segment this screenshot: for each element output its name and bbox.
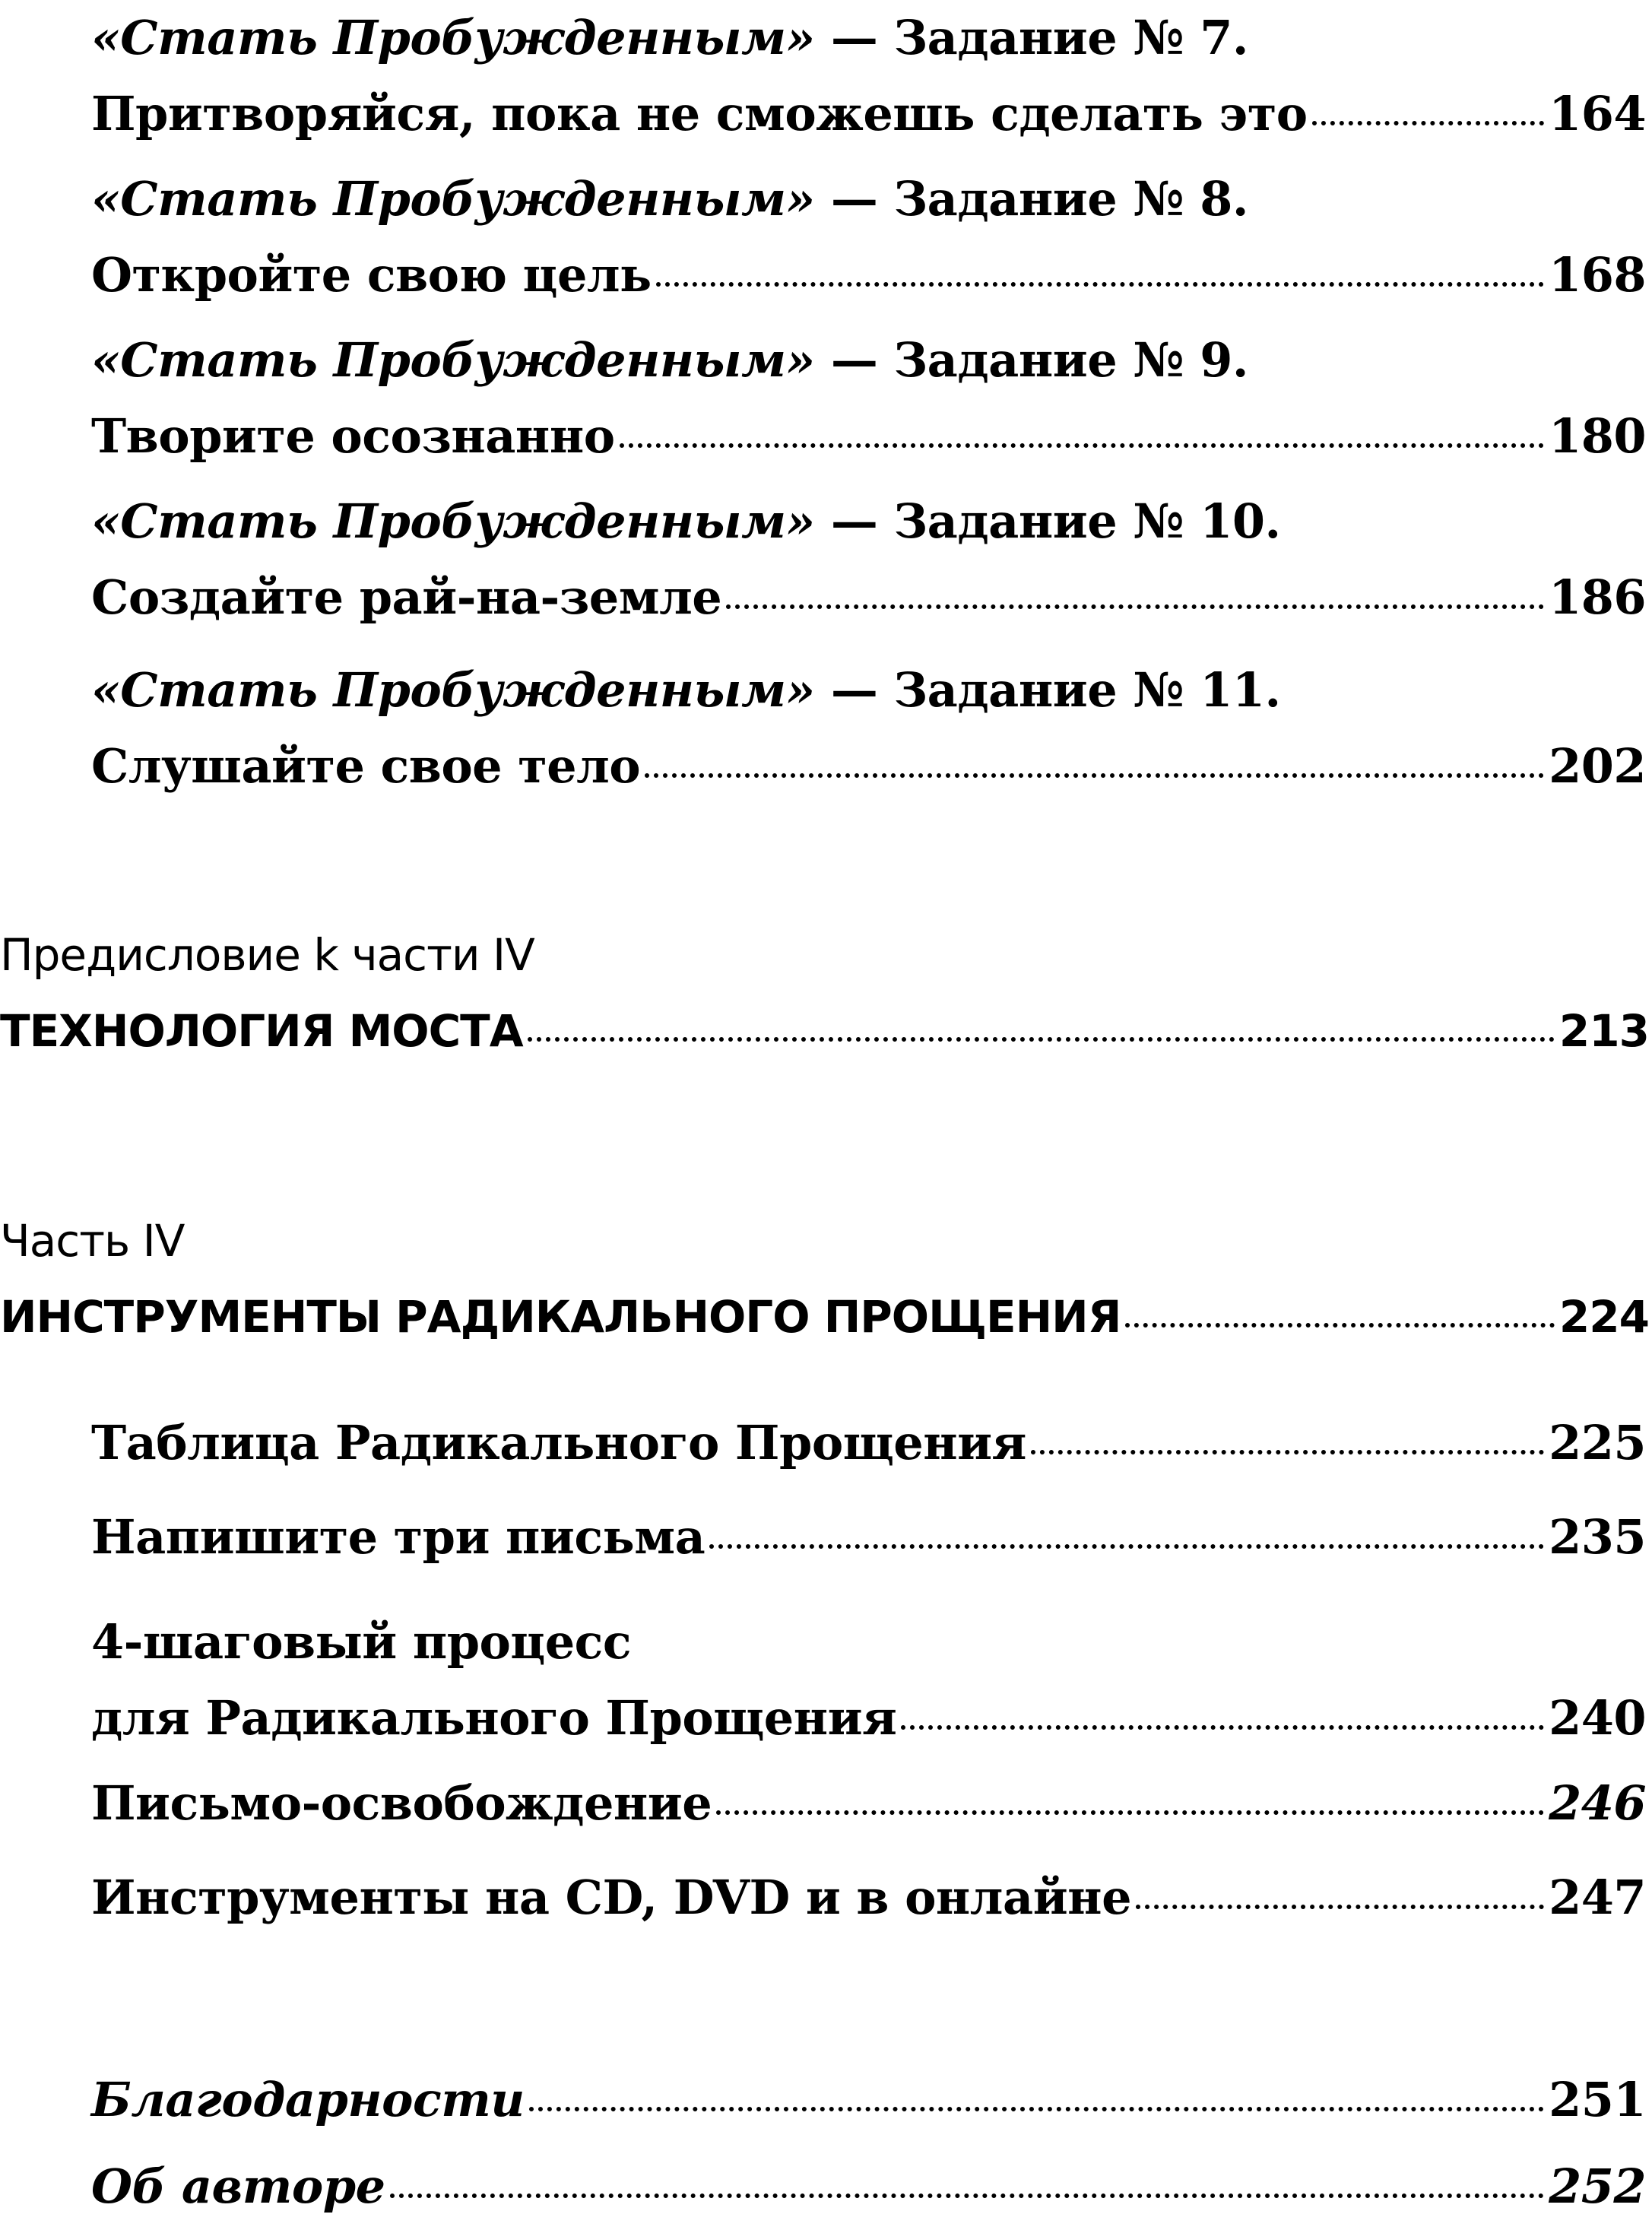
entry-title-row [91,1680,1652,1756]
toc-entry-tool [0,1604,1652,1756]
entry-page-number: 180 [1549,408,1646,464]
entry-series-title: «Стать Пробужденным» [91,493,815,549]
entry-title: Благодарности [91,2072,525,2127]
entry-series-title: «Стать Пробужденным» [91,10,815,65]
entry-heading: 4-шаговый процесс [91,1614,632,1670]
dot-leader [716,1810,1544,1815]
toc-entry-tool [0,1860,1652,1936]
entry-title-row [91,560,1652,636]
entry-title: для Радикального Прощения [91,1690,897,1746]
entry-title: Таблица Радикального Прощения [91,1415,1026,1470]
entry-title-row [91,1499,1652,1575]
entry-title-row [91,237,1652,313]
toc-entry-about-author [0,2149,1652,2225]
entry-task-number: — Задание № 10. [814,493,1281,549]
toc-entry-acknowledgements [0,2062,1652,2138]
entry-title: Инструменты на CD, DVD и в онлайне [91,1870,1132,1925]
entry-page-number: 246 [1549,1775,1646,1831]
entry-page-number: 240 [1549,1690,1646,1746]
entry-page-number: 164 [1549,86,1646,141]
entry-title-row [91,728,1652,804]
dot-leader [529,2106,1544,2111]
entry-page-number: 213 [1558,1005,1649,1057]
entry-title: Слушайте свое тело [91,738,641,794]
entry-series-title: «Стать Пробужденным» [91,171,815,227]
entry-title-row [91,2062,1652,2138]
entry-title: Напишите три письма [91,1509,706,1565]
toc-entry-task-8 [0,161,1652,313]
entry-title-row [0,993,1652,1069]
entry-heading [91,652,1652,728]
entry-title: Об авторе [91,2159,385,2214]
entry-title-row [91,1405,1652,1481]
toc-entry-task-10 [0,484,1652,636]
dot-leader [390,2193,1545,2198]
dot-leader [528,1036,1555,1042]
entry-series-title: «Стать Пробужденным» [91,662,815,718]
entry-title: Откройте свою цель [91,247,652,303]
entry-title-row [91,1860,1652,1936]
entry-title-row [91,2149,1652,2225]
entry-heading [91,161,1652,237]
entry-task-number: — Задание № 11. [814,662,1281,718]
toc-entry-task-7 [0,0,1652,152]
toc-entry-part-4 [0,1203,1652,1355]
entry-page-number: 186 [1549,569,1646,625]
entry-task-number: — Задание № 8. [814,171,1248,227]
dot-leader [620,443,1545,448]
dot-leader [901,1724,1544,1730]
entry-title-row [91,76,1652,152]
entry-page-number: 252 [1549,2159,1646,2214]
entry-heading [91,322,1652,398]
section-label: Часть IV [0,1215,185,1267]
entry-page-number: 225 [1549,1415,1646,1470]
toc-entry-task-9 [0,322,1652,474]
entry-title: Притворяйся, пока не сможешь сделать это [91,86,1308,141]
dot-leader [645,772,1544,778]
toc-entry-tool [0,1405,1652,1481]
toc-entry-preface [0,917,1652,1069]
entry-page-number: 168 [1549,247,1646,303]
toc-entry-tool [0,1499,1652,1575]
entry-page-number: 202 [1549,738,1646,794]
dot-leader [1136,1904,1544,1909]
entry-page-number: 247 [1549,1870,1646,1925]
dot-leader [1312,120,1544,125]
dot-leader [656,281,1544,287]
entry-title-row [91,398,1652,474]
entry-title-row [0,1279,1652,1355]
toc-entry-task-11 [0,652,1652,804]
entry-page-number: 235 [1549,1509,1646,1565]
entry-title: Творите осознанно [91,408,615,464]
entry-title: Создайте рай-на-земле [91,569,722,625]
section-title: ИНСТРУМЕНТЫ РАДИКАЛЬНОГО ПРОЩЕНИЯ [0,1291,1121,1343]
entry-title: Письмо-освобождение [91,1775,712,1831]
entry-heading [91,484,1652,560]
dot-leader [726,604,1544,609]
section-title: ТЕХНОЛОГИЯ МОСТА [0,1005,523,1057]
section-label: Предисловие k части IV [0,929,534,981]
entry-heading [91,0,1652,76]
entry-series-title: «Стать Пробужденным» [91,332,815,388]
dot-leader [1125,1322,1555,1328]
entry-task-number: — Задание № 9. [814,332,1248,388]
entry-task-number: — Задание № 7. [814,10,1248,65]
entry-title-row [91,1765,1652,1841]
toc-entry-tool [0,1765,1652,1841]
entry-page-number: 251 [1549,2072,1646,2127]
dot-leader [1031,1449,1544,1454]
dot-leader [709,1543,1544,1549]
entry-page-number: 224 [1558,1291,1649,1343]
